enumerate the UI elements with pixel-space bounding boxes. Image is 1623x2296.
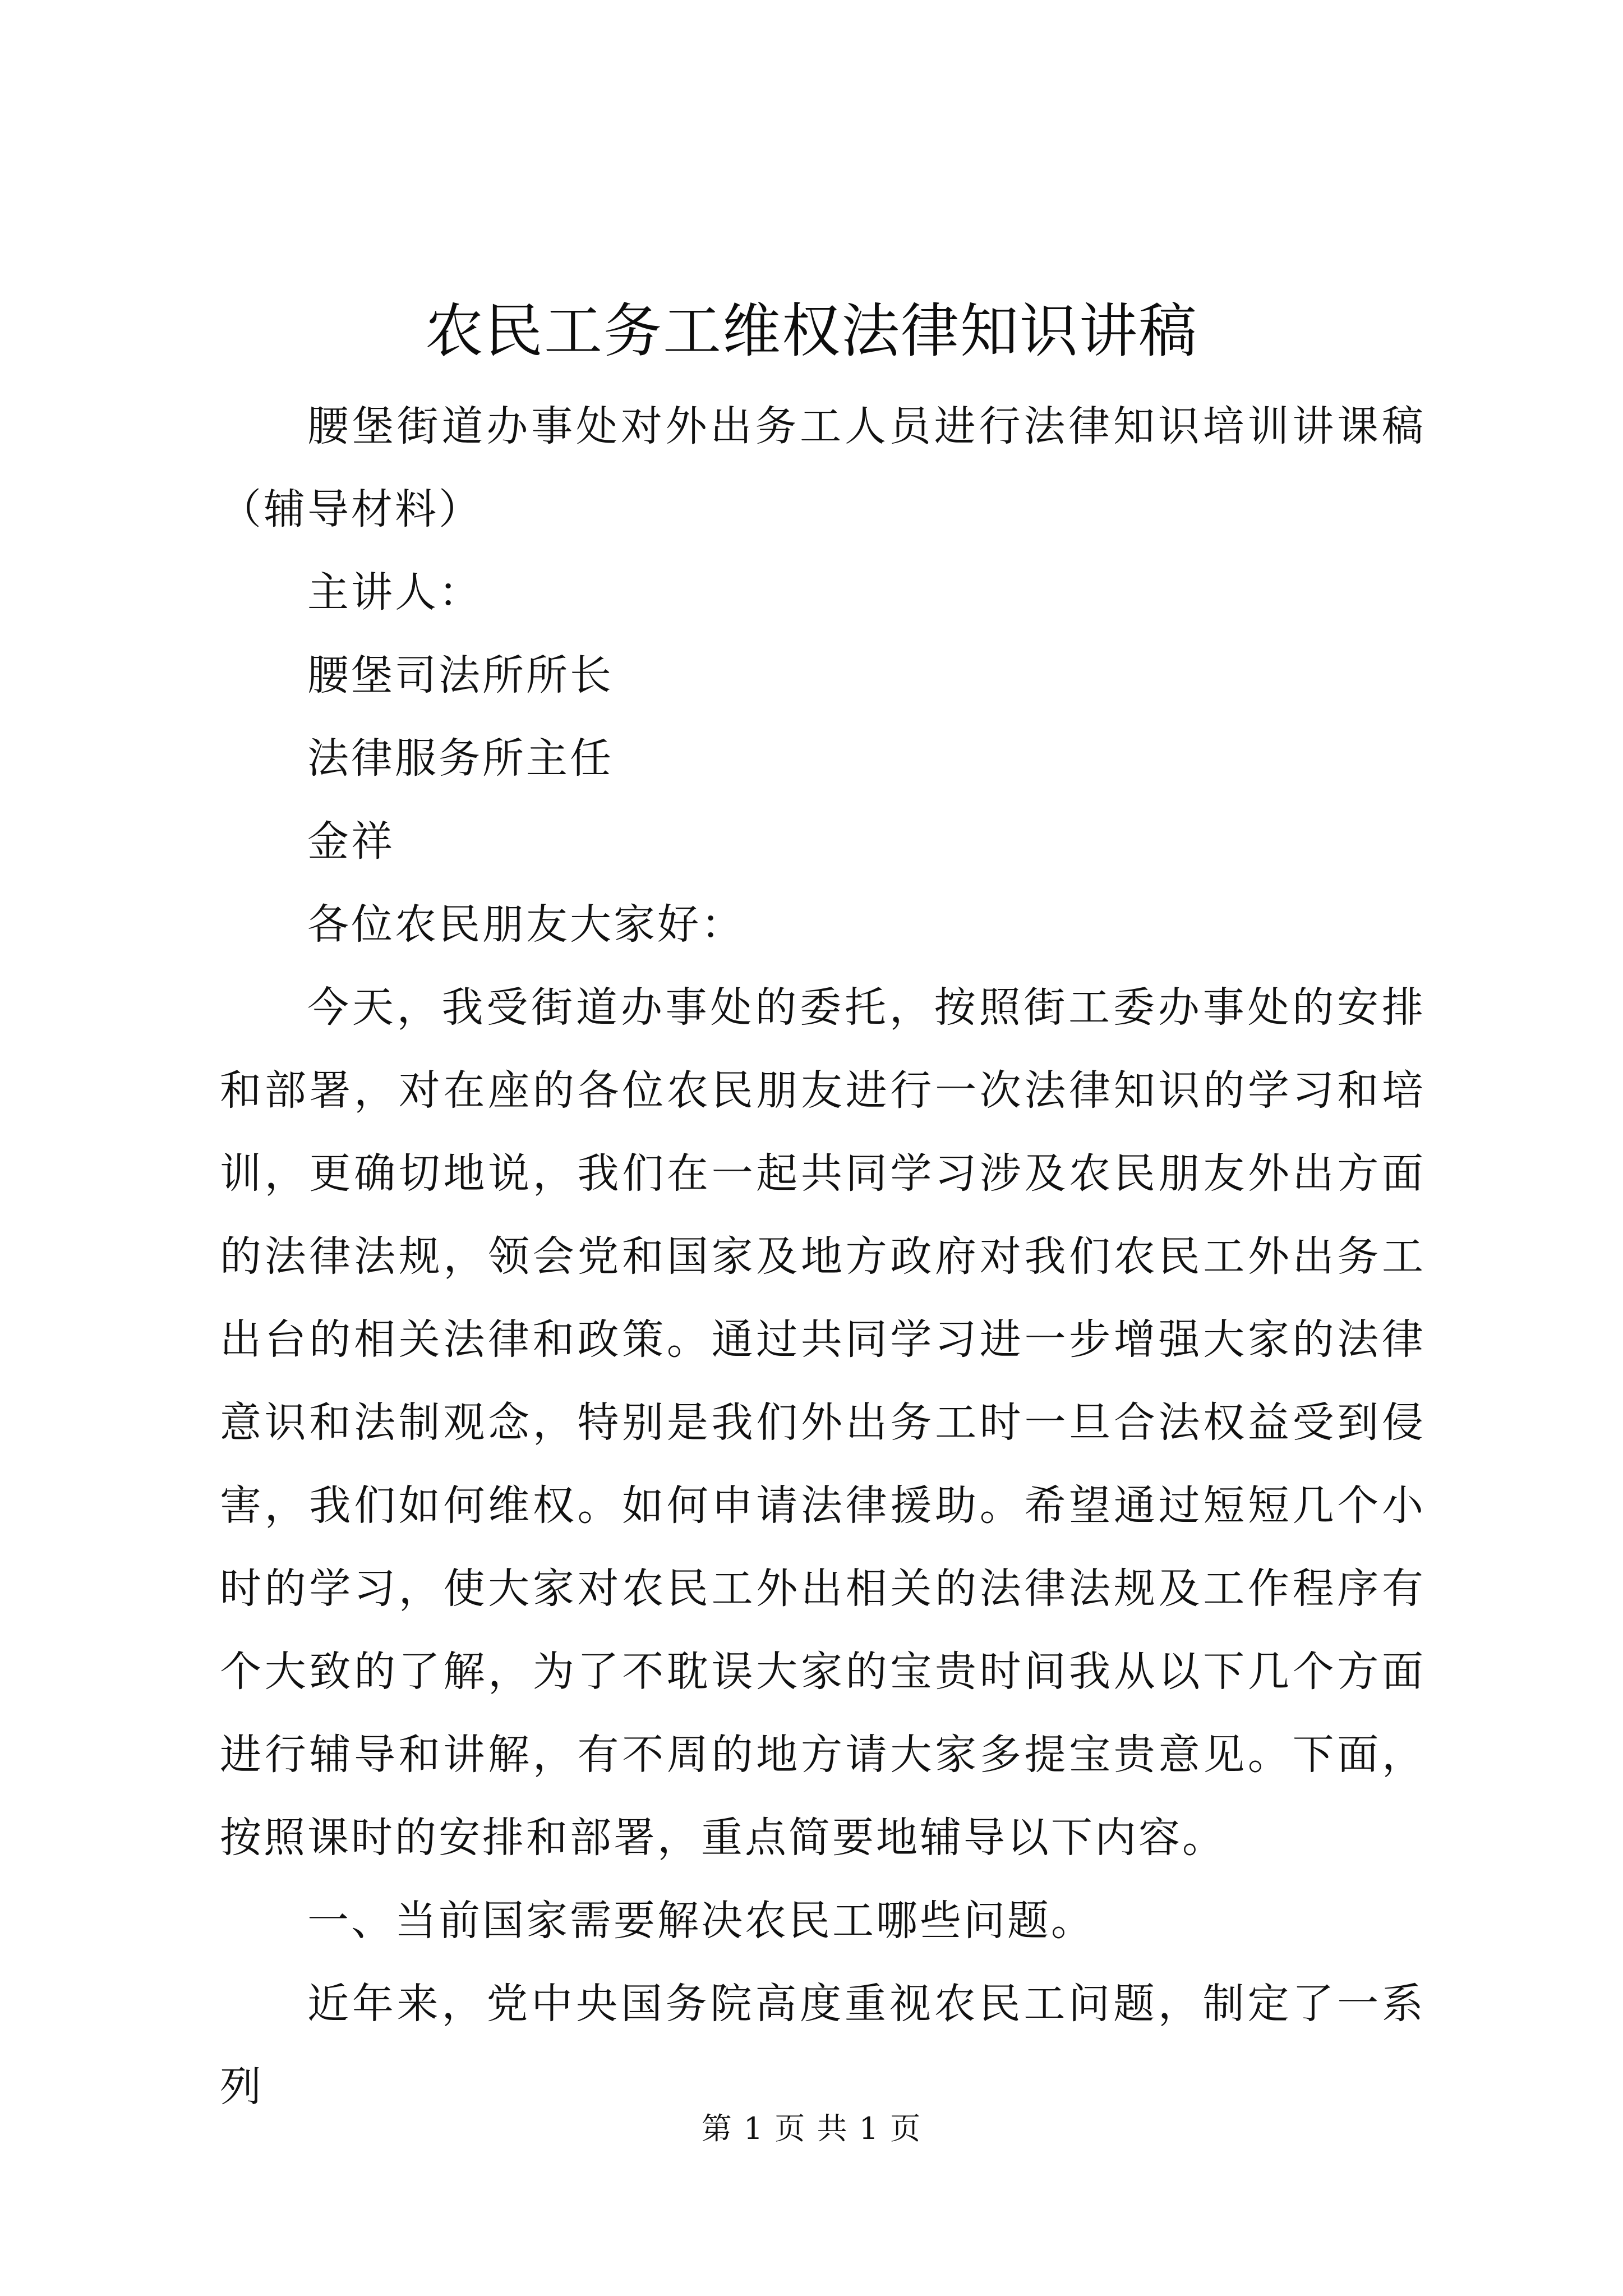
document-title: 农民工务工维权法律知识讲稿: [425, 297, 1198, 365]
paragraph-greeting: 各位农民朋友大家好：: [307, 900, 745, 949]
page-footer: 第 1 页 共 1 页: [701, 2111, 922, 2146]
paragraph-speaker-role-1: 腰堡司法所所长: [307, 651, 614, 700]
paragraph-speaker-role-2: 法律服务所主任: [307, 734, 614, 783]
paragraph-introduction: 今天，我受街道办事处的委托，按照街工委办事处的安排和部署，对在座的各位农民朋友进行一次法律知识的学习和培训，更确切地说，我们在一起共同学习涉及农民朋友外出方面的法律法规，领会党和国家及地方政府对我们农民工外出务工出台的相关法律和政策。通过共同学习进一步增强大家的法律意识和法制观念，特别是我们外出务工时一旦合法权益受到侵害，我们如何维权。如何申请法律援助。希望通过短短几个小时的学习，使大家对农民工外出相关的法律法规及工作程序有个大致的了解，为了不耽误大家的宝贵时间我从以下几个方面进行辅导和讲解，有不周的地方请大家多提宝贵意见。下面，按照课时的安排和部署，重点简要地辅导以下内容。: [220, 983, 1426, 1862]
paragraph-subtitle: 腰堡街道办事处对外出务工人员进行法律知识培训讲课稿（辅导材料）: [220, 402, 1426, 533]
paragraph-speaker-name: 金祥: [307, 817, 395, 866]
paragraph-section-text-1: 近年来，党中央国务院高度重视农民工问题，制定了一系列: [220, 1980, 1426, 2111]
document-body: [220, 385, 1426, 2128]
paragraph-speaker-label: 主讲人：: [307, 568, 482, 616]
paragraph-section-heading-1: 一、当前国家需要解决农民工哪些问题。: [307, 1897, 1095, 1945]
